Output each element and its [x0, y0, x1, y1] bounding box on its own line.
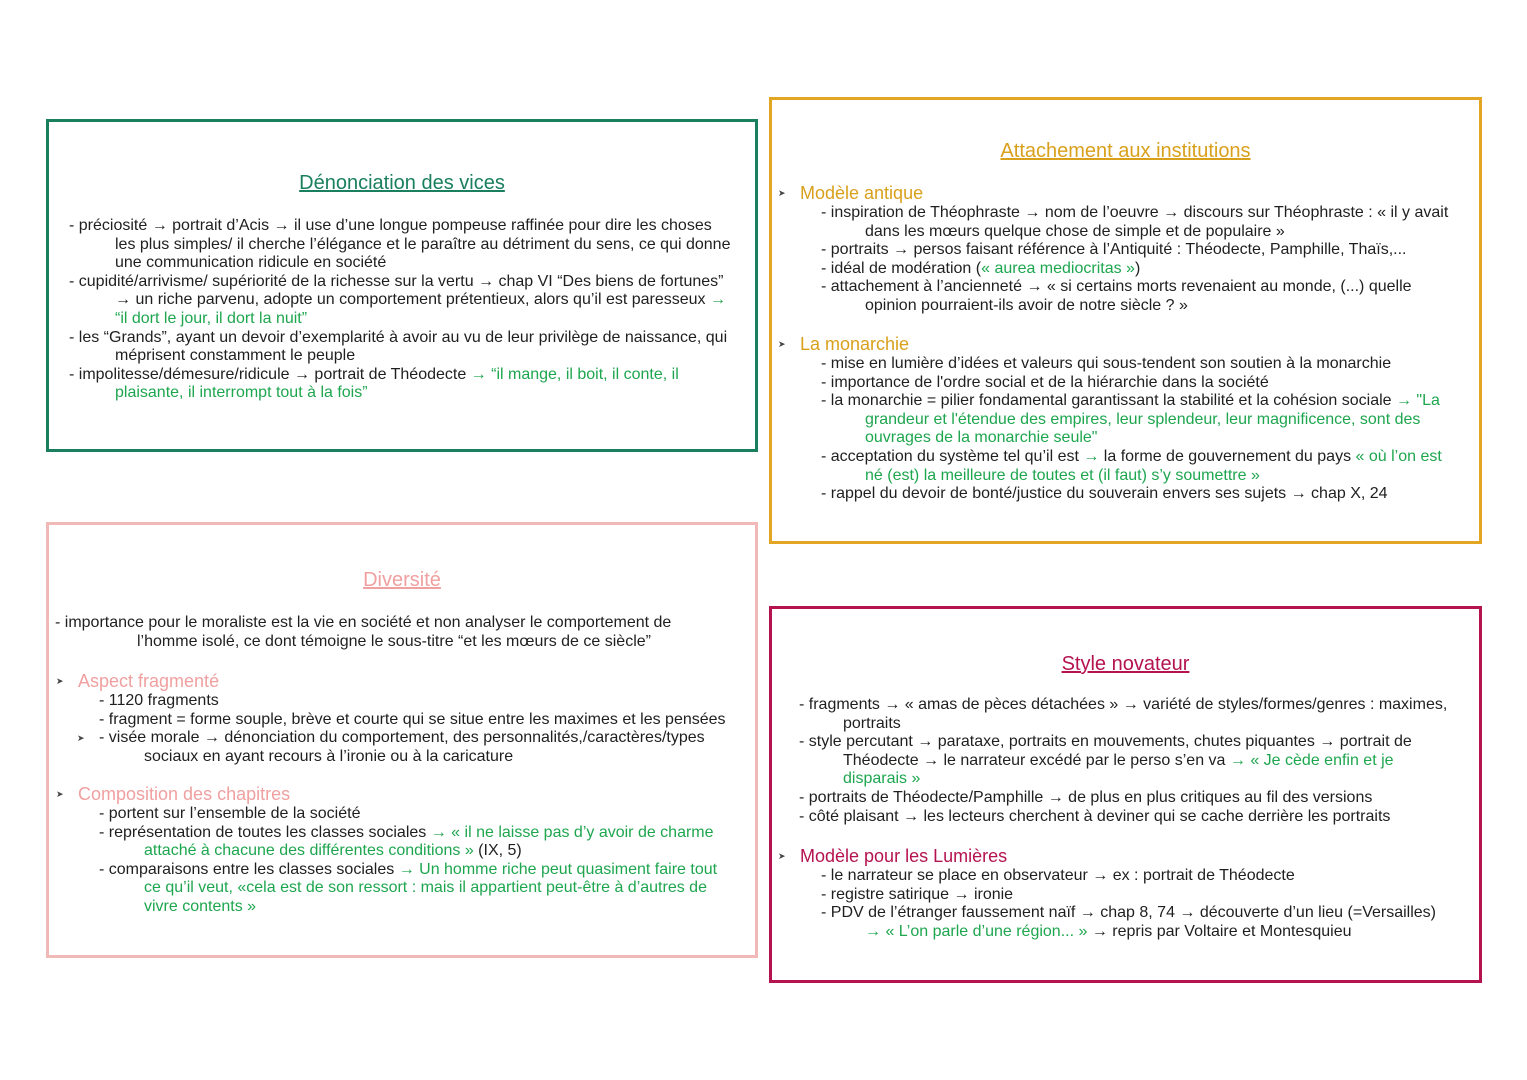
- vices-card: [46, 119, 758, 452]
- diversite-content: [55, 614, 671, 651]
- institutions-text: - idéal de modération (: [821, 259, 982, 277]
- institutions-line: - mise en lumière d’idées et valeurs qui sous-tendent son soutien à la monarchie: [821, 355, 1392, 372]
- style-subheading: Modèle pour les Lumières: [800, 846, 1008, 866]
- diversite-line: - visée morale → dénonciation du comportement, des personnalités,/caractères/types: [99, 729, 705, 747]
- institutions-title: Attachement aux institutions: [1000, 140, 1251, 162]
- institutions-quote: né (est) la meilleure de toutes et (il faut) s’y soumettre »: [865, 466, 1260, 484]
- vices-line: - cupidité/arrivisme/ supériorité de la richesse sur la vertu → chap VI “Des biens de fortunes”: [69, 272, 724, 290]
- institutions-line: [821, 392, 1442, 411]
- arrowhead-bullet-icon: ➤: [778, 188, 786, 198]
- diversite-quote: vivre contents »: [144, 897, 257, 915]
- style-card: [769, 606, 1482, 983]
- institutions-line: - rappel du devoir de bonté/justice du souverain envers ses sujets → chap X, 24: [821, 485, 1388, 503]
- vices-content: [69, 217, 730, 403]
- institutions-line: - attachement à l’ancienneté → « si certains morts revenaient au monde, (...) quelle: [821, 278, 1412, 296]
- style-line: - registre satirique → ironie: [821, 885, 1014, 903]
- arrowhead-bullet-icon: ➤: [77, 733, 85, 743]
- style-content: [799, 696, 1447, 826]
- diversite-line: sociaux en ayant recours à l’ironie ou à la caricature: [144, 747, 514, 765]
- vices-line: [69, 366, 730, 385]
- diversite-line: - portent sur l’ensemble de la société: [99, 805, 361, 822]
- style-quote: → « L’on parle d’une région... »: [865, 922, 1088, 940]
- institutions-card: [769, 97, 1482, 544]
- institutions-quote: ouvrages de la monarchie seule": [865, 429, 1098, 447]
- institutions-subheading: Modèle antique: [800, 183, 924, 203]
- style-title: Style novateur: [1061, 653, 1190, 675]
- institutions-line: - inspiration de Théophraste → nom de l’oeuvre → discours sur Théophraste : « il y avait: [821, 204, 1449, 221]
- arrowhead-bullet-icon: ➤: [778, 339, 786, 349]
- style-line: [821, 923, 1436, 942]
- style-line: - fragments → « amas de pèces détachées » → variété de styles/formes/genres : maximes,: [799, 696, 1448, 713]
- institutions-line: [821, 448, 1442, 467]
- style-line: portraits: [843, 714, 901, 732]
- diversite-aspect: [78, 670, 726, 766]
- institutions-subheading: La monarchie: [800, 334, 910, 354]
- diversite-line: - 1120 fragments: [99, 692, 219, 709]
- vices-quote: “il dort le jour, il dort la nuit”: [115, 309, 308, 327]
- institutions-line: - portraits → persos faisant référence à l’Antiquité : Théodecte, Pamphille, Thaïs,...: [821, 241, 1407, 259]
- institutions-quote: →: [1083, 447, 1100, 465]
- style-line: - côté plaisant → les lecteurs cherchent à deviner qui se cache derrière les portraits: [799, 807, 1391, 825]
- institutions-line: dans les mœurs quelque chose de simple et de populaire »: [865, 222, 1285, 240]
- diversite-line: - importance pour le moraliste est la vie en société et non analyser le comportement de: [55, 614, 672, 631]
- diversite-text: (IX, 5): [473, 842, 522, 860]
- institutions-text: - acceptation du système tel qu’il est: [821, 447, 1084, 465]
- diversite-quote: → « il ne laisse pas d’y avoir de charme: [430, 823, 714, 841]
- diversite-quote: ce qu’il veut, «cela est de son ressort : mais il appartient peut-être à d’autres de: [144, 879, 707, 897]
- institutions-text: - la monarchie = pilier fondamental garantissant la stabilité et la cohésion sociale: [821, 392, 1396, 410]
- vices-line: - les “Grands”, ayant un devoir d’exemplarité à avoir au vu de leur privilège de naissance, qui: [69, 328, 728, 346]
- vices-line: - préciosité → portrait d’Acis → il use d’une longue pompeuse raffinée pour dire les choses: [69, 217, 712, 234]
- style-line: [799, 752, 1447, 771]
- institutions-quote: « où l’on est: [1355, 447, 1442, 465]
- vices-quote: →: [710, 291, 726, 309]
- institutions-quote: grandeur et l'étendue des empires, leur splendeur, leur magnificence, sont des: [865, 410, 1421, 428]
- vices-line: [69, 291, 730, 310]
- institutions-quote: → "La: [1395, 392, 1440, 410]
- arrowhead-bullet-icon: ➤: [56, 676, 64, 686]
- vices-quote: → “il mange, il boit, il conte, il: [470, 365, 679, 383]
- style-text: Théodecte → le narrateur excédé par le perso s’en va: [843, 751, 1230, 769]
- diversite-card: [46, 522, 758, 958]
- style-quote: disparais »: [843, 770, 921, 788]
- vices-text: → un riche parvenu, adopte un comportement prétentieux, alors qu’il est paresseux: [115, 291, 710, 309]
- arrowhead-bullet-icon: ➤: [778, 851, 786, 861]
- diversite-line: [99, 824, 717, 843]
- vices-text: - impolitesse/démesure/ridicule → portrait de Théodecte: [69, 365, 471, 383]
- diversite-line: [99, 842, 717, 861]
- diversite-quote: attaché à chacune des différentes conditions »: [144, 842, 474, 860]
- diversite-chapitres: [78, 783, 717, 917]
- institutions-line: - importance de l'ordre social et de la hiérarchie dans la société: [821, 373, 1269, 391]
- diversite-quote: → Un homme riche peut quasiment faire tout: [398, 860, 718, 878]
- diversite-text: - représentation de toutes les classes sociales: [99, 823, 431, 841]
- diversite-line: [99, 861, 717, 880]
- diversite-title: Diversité: [363, 569, 441, 591]
- diversite-subheading: Composition des chapitres: [78, 784, 291, 804]
- vices-line: une communication ridicule en société: [115, 254, 387, 272]
- diversite-line: - fragment = forme souple, brève et courte qui se situe entre les maximes et les pensées: [99, 710, 726, 728]
- institutions-line: [821, 260, 1448, 279]
- style-line: - PDV de l’étranger faussement naïf → chap 8, 74 → découverte d’un lieu (=Versailles): [821, 904, 1436, 922]
- arrowhead-bullet-icon: ➤: [56, 789, 64, 799]
- institutions-text: la forme de gouvernement du pays: [1099, 447, 1356, 465]
- style-line: - le narrateur se place en observateur → ex : portrait de Théodecte: [821, 867, 1295, 884]
- vices-quote: plaisante, il interrompt tout à la fois”: [115, 384, 368, 402]
- diversite-subheading: Aspect fragmenté: [78, 671, 220, 691]
- institutions-text: ): [1134, 259, 1141, 277]
- diversite-text: - comparaisons entre les classes sociales: [99, 860, 399, 878]
- vices-line: méprisent constamment le peuple: [115, 347, 356, 365]
- style-quote: → « Je cède enfin et je: [1229, 751, 1394, 769]
- vices-title: Dénonciation des vices: [299, 172, 505, 194]
- style-line: - portraits de Théodecte/Pamphille → de plus en plus critiques au fil des versions: [799, 788, 1373, 806]
- institutions-quote: « aurea mediocritas »: [981, 259, 1135, 277]
- style-lumieres: [800, 845, 1436, 941]
- style-text: → repris par Voltaire et Montesquieu: [1087, 922, 1352, 940]
- institutions-antique: [800, 182, 1448, 316]
- diversite-line: l’homme isolé, ce dont témoigne le sous-titre “et les mœurs de ce siècle”: [137, 632, 651, 650]
- institutions-monarchie: [800, 333, 1442, 504]
- institutions-line: opinion pourraient-ils avoir de notre siècle ? »: [865, 296, 1188, 314]
- vices-line: les plus simples/ il cherche l’élégance et le paraître au détriment du sens, ce qui donne: [115, 235, 731, 253]
- style-line: - style percutant → parataxe, portraits en mouvements, chutes piquantes → portrait de: [799, 733, 1412, 751]
